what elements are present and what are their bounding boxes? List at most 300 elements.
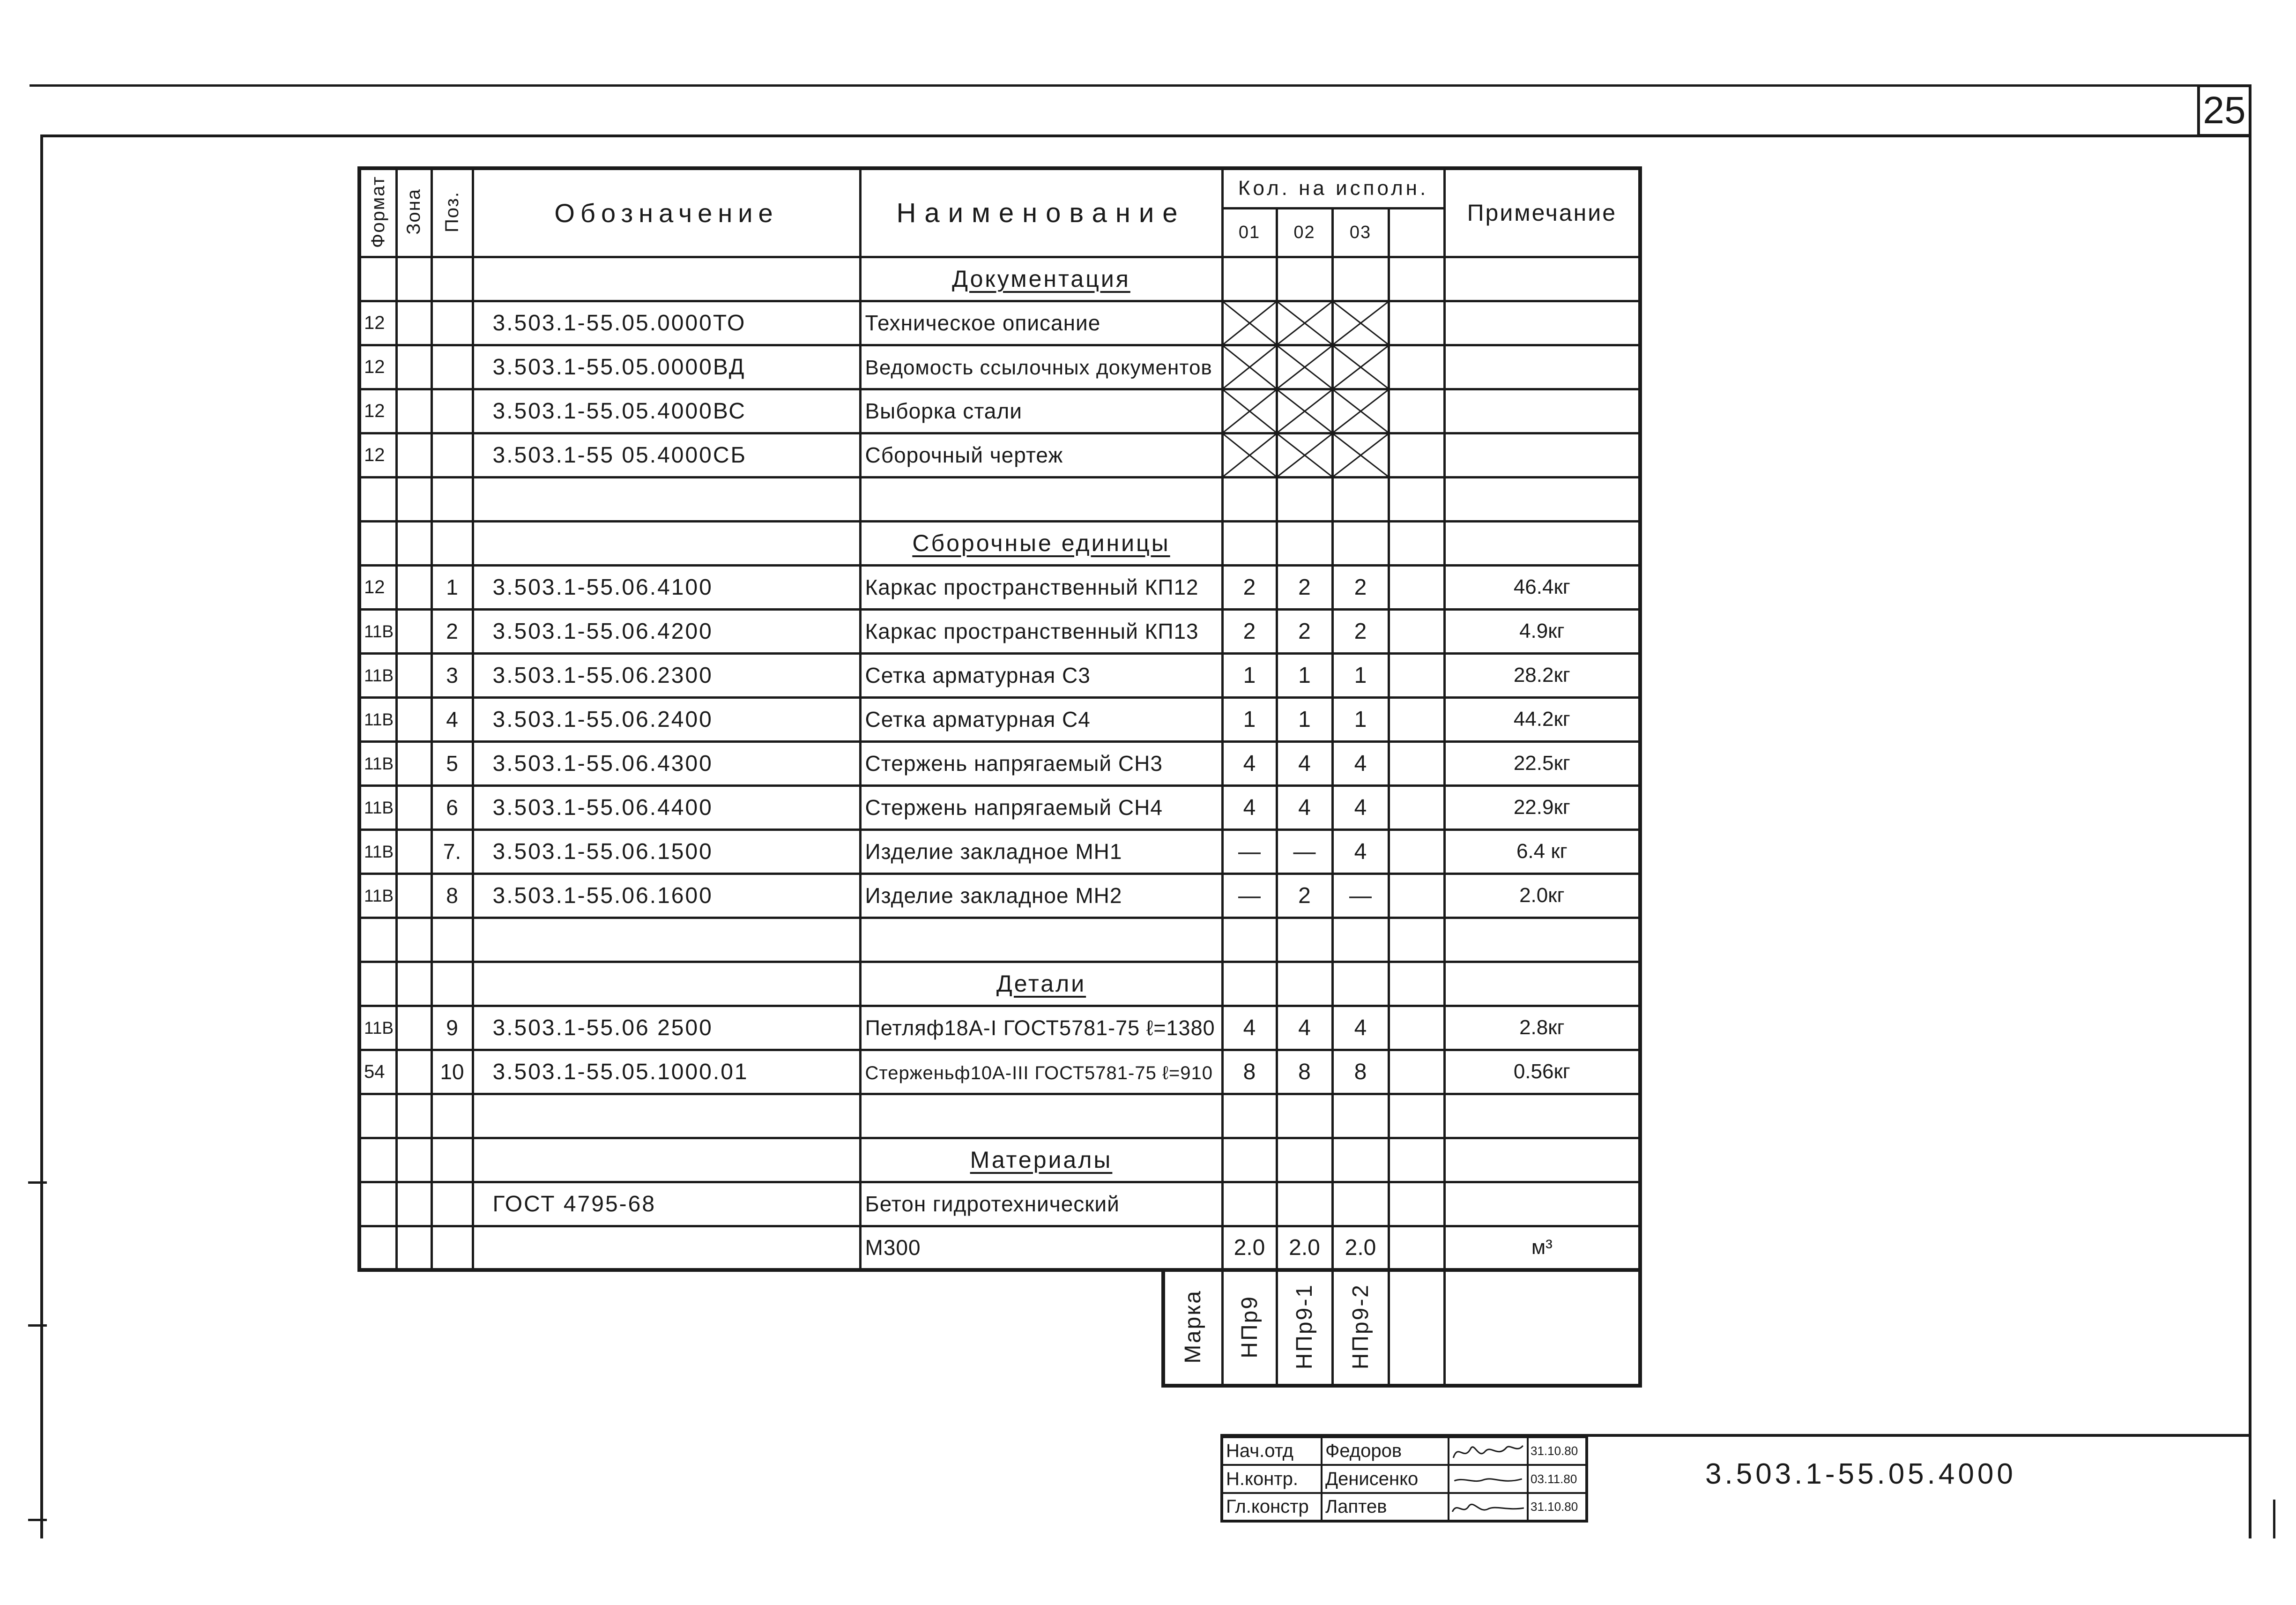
pos-cell xyxy=(431,1050,473,1094)
table-row xyxy=(359,1006,1640,1050)
header-qty-01: 01 xyxy=(1238,222,1261,242)
note-cell xyxy=(1444,785,1640,829)
signature xyxy=(1449,1439,1527,1463)
name-value: Каркас пространственный КП12 xyxy=(865,575,1199,599)
pos-cell xyxy=(431,962,473,1006)
qty-cell-extra xyxy=(1389,918,1444,962)
designation-value: 3.503.1-55.06.2300 xyxy=(492,663,713,688)
note-cell xyxy=(1444,1094,1640,1138)
note-value: 2.0кг xyxy=(1519,884,1565,907)
frame-right xyxy=(2249,134,2251,1538)
qty-cell xyxy=(1222,1006,1277,1050)
format-cell xyxy=(359,1006,396,1050)
crossed-qty-cell xyxy=(1277,301,1332,345)
margin-tick xyxy=(28,1181,47,1184)
signature xyxy=(1449,1467,1527,1491)
qty-value: 2 xyxy=(1354,619,1367,644)
designation-cell xyxy=(473,389,860,433)
section-heading-cell xyxy=(860,1138,1222,1182)
name-cell xyxy=(860,609,1222,653)
empty-row xyxy=(359,477,1640,521)
header-qty-group-cell xyxy=(1222,168,1444,208)
zone-cell xyxy=(396,257,431,301)
note-cell xyxy=(1444,697,1640,741)
designation-cell xyxy=(473,741,860,785)
header-note-cell xyxy=(1444,168,1640,257)
stamp-signature-cell xyxy=(1449,1437,1528,1465)
stamp-role-cell xyxy=(1222,1493,1322,1521)
note-cell xyxy=(1444,1006,1640,1050)
format-cell xyxy=(359,1050,396,1094)
pos-value: 3 xyxy=(446,663,458,687)
qty-cell xyxy=(1332,697,1389,741)
qty-cell xyxy=(1332,1050,1389,1094)
pos-cell xyxy=(431,1006,473,1050)
stamp-row xyxy=(1222,1493,1587,1521)
format-value: 12 xyxy=(364,356,385,377)
pos-value: 5 xyxy=(446,751,458,776)
table-row xyxy=(359,389,1640,433)
name-value: М300 xyxy=(865,1235,921,1260)
crossed-qty-cell xyxy=(1277,345,1332,389)
format-cell xyxy=(359,521,396,565)
qty-cell xyxy=(1277,829,1332,873)
qty-value: — xyxy=(1293,839,1316,864)
zone-cell xyxy=(396,741,431,785)
zone-cell xyxy=(396,1182,431,1226)
format-cell xyxy=(359,829,396,873)
designation-cell xyxy=(473,785,860,829)
zone-cell xyxy=(396,697,431,741)
note-cell xyxy=(1444,1138,1640,1182)
qty-cell xyxy=(1277,962,1332,1006)
table-row xyxy=(359,653,1640,697)
mark-cell-empty xyxy=(1389,1270,1444,1386)
note-cell xyxy=(1444,301,1640,345)
qty-value: 4 xyxy=(1243,751,1256,776)
name-cell xyxy=(860,345,1222,389)
crossed-qty-cell xyxy=(1222,389,1277,433)
designation-cell xyxy=(473,433,860,477)
qty-cell-extra xyxy=(1389,257,1444,301)
header-row xyxy=(359,168,1640,208)
section-heading: Сборочные единицы xyxy=(912,530,1170,556)
stamp-date-cell xyxy=(1528,1493,1587,1521)
stamp-signature-cell xyxy=(1449,1465,1528,1493)
designation-cell xyxy=(473,1182,860,1226)
qty-cell xyxy=(1277,565,1332,609)
stamp-date: 31.10.80 xyxy=(1531,1444,1578,1458)
pos-cell xyxy=(431,433,473,477)
qty-value: 1 xyxy=(1243,707,1256,732)
qty-cell xyxy=(1277,1182,1332,1226)
header-note: Примечание xyxy=(1467,200,1617,226)
qty-cell xyxy=(1277,477,1332,521)
crossed-qty-cell xyxy=(1222,433,1277,477)
designation-cell xyxy=(473,345,860,389)
format-value: 11В xyxy=(364,886,394,905)
crossed-qty-cell xyxy=(1222,301,1277,345)
zone-cell xyxy=(396,609,431,653)
qty-cell xyxy=(1277,873,1332,918)
header-name: Наименование xyxy=(896,197,1186,228)
pos-value: 8 xyxy=(446,883,458,908)
note-value: 0.56кг xyxy=(1513,1060,1570,1083)
qty-cell xyxy=(1332,918,1389,962)
cross-mark xyxy=(1334,346,1388,388)
zone-cell xyxy=(396,873,431,918)
cross-mark xyxy=(1334,434,1388,476)
qty-cell xyxy=(1332,741,1389,785)
qty-cell xyxy=(1332,609,1389,653)
qty-cell xyxy=(1332,829,1389,873)
header-qty-02-cell xyxy=(1277,208,1332,257)
note-cell xyxy=(1444,565,1640,609)
empty-row xyxy=(359,1094,1640,1138)
designation-value: 3.503.1-55.05.0000ТО xyxy=(492,310,746,336)
stamp-role: Нач.отд xyxy=(1226,1441,1293,1461)
designation-value: 3.503.1-55 05.4000СБ xyxy=(492,442,747,468)
note-value: 4.9кг xyxy=(1519,620,1565,642)
name-cell xyxy=(860,565,1222,609)
pos-cell xyxy=(431,609,473,653)
name-cell xyxy=(860,785,1222,829)
qty-cell-extra xyxy=(1389,741,1444,785)
qty-cell xyxy=(1277,1226,1332,1270)
qty-cell xyxy=(1332,1138,1389,1182)
zone-cell xyxy=(396,565,431,609)
empty-row xyxy=(359,918,1640,962)
qty-value: 1 xyxy=(1354,707,1367,732)
designation-cell xyxy=(473,1006,860,1050)
name-value: Стержень напрягаемый СН3 xyxy=(865,751,1163,776)
qty-value: 2 xyxy=(1243,575,1256,600)
pos-value: 7. xyxy=(443,839,461,864)
designation-value: 3.503.1-55.05.0000ВД xyxy=(492,354,746,380)
table-row xyxy=(359,873,1640,918)
qty-value: 1 xyxy=(1298,663,1311,688)
zone-cell xyxy=(396,389,431,433)
stamp-name-cell xyxy=(1322,1437,1449,1465)
designation-cell xyxy=(473,653,860,697)
pos-value: 4 xyxy=(446,707,458,732)
qty-cell-extra xyxy=(1389,433,1444,477)
crossed-qty-cell xyxy=(1222,345,1277,389)
qty-value: 2.0 xyxy=(1345,1235,1376,1260)
stamp-name-cell xyxy=(1322,1465,1449,1493)
table-row xyxy=(359,301,1640,345)
note-value: 28.2кг xyxy=(1513,664,1570,687)
qty-cell xyxy=(1277,653,1332,697)
format-cell xyxy=(359,389,396,433)
designation-value: 3.503.1-55.06.2400 xyxy=(492,707,713,732)
qty-cell xyxy=(1277,1050,1332,1094)
designation-value: 3.503.1-55.06.4400 xyxy=(492,795,713,820)
format-cell xyxy=(359,609,396,653)
qty-cell-extra xyxy=(1389,653,1444,697)
qty-value: 2 xyxy=(1298,575,1311,600)
crossed-qty-cell xyxy=(1332,301,1389,345)
zone-cell xyxy=(396,345,431,389)
qty-value: 8 xyxy=(1298,1059,1311,1084)
format-cell xyxy=(359,1138,396,1182)
name-cell xyxy=(860,697,1222,741)
pos-cell xyxy=(431,301,473,345)
signature xyxy=(1449,1495,1527,1519)
qty-cell xyxy=(1222,565,1277,609)
table-row xyxy=(359,1182,1640,1226)
zone-cell xyxy=(396,1138,431,1182)
qty-cell xyxy=(1222,829,1277,873)
qty-value: 4 xyxy=(1298,1015,1311,1040)
note-cell xyxy=(1444,389,1640,433)
name-cell xyxy=(860,477,1222,521)
stamp-date-cell xyxy=(1528,1437,1587,1465)
designation-value: 3.503.1-55.06.4100 xyxy=(492,575,713,600)
qty-cell-extra xyxy=(1389,389,1444,433)
name-cell xyxy=(860,653,1222,697)
pos-value: 2 xyxy=(446,619,458,643)
zone-cell xyxy=(396,1226,431,1270)
mark-cell xyxy=(1222,1270,1277,1386)
format-cell xyxy=(359,918,396,962)
header-pos: Поз. xyxy=(441,191,462,232)
qty-cell xyxy=(1277,741,1332,785)
note-cell xyxy=(1444,653,1640,697)
qty-cell xyxy=(1222,653,1277,697)
pos-cell xyxy=(431,829,473,873)
mark-value: НПр9-2 xyxy=(1348,1284,1373,1370)
note-cell xyxy=(1444,345,1640,389)
name-cell xyxy=(860,301,1222,345)
pos-cell xyxy=(431,697,473,741)
stamp-name-cell xyxy=(1322,1493,1449,1521)
section-heading-cell xyxy=(860,962,1222,1006)
pos-cell xyxy=(431,1094,473,1138)
cross-mark xyxy=(1224,346,1276,388)
qty-cell xyxy=(1332,565,1389,609)
crossed-qty-cell xyxy=(1332,433,1389,477)
qty-cell-extra xyxy=(1389,609,1444,653)
pos-cell xyxy=(431,521,473,565)
note-cell xyxy=(1444,829,1640,873)
margin-tick xyxy=(28,1324,47,1327)
table-row xyxy=(359,697,1640,741)
pos-value: 10 xyxy=(440,1060,464,1084)
zone-cell xyxy=(396,785,431,829)
pos-cell xyxy=(431,785,473,829)
qty-value: 2.0 xyxy=(1233,1235,1265,1260)
name-value: Изделие закладное МН2 xyxy=(865,883,1122,908)
name-cell xyxy=(860,1182,1222,1226)
top-rule xyxy=(30,84,2199,87)
designation-value: 3.503.1-55.06 2500 xyxy=(492,1015,713,1040)
qty-value: 1 xyxy=(1243,663,1256,688)
qty-cell xyxy=(1222,1182,1277,1226)
qty-cell xyxy=(1222,962,1277,1006)
designation-value: ГОСТ 4795-68 xyxy=(492,1191,656,1217)
note-cell xyxy=(1444,1050,1640,1094)
pos-cell xyxy=(431,1226,473,1270)
zone-cell xyxy=(396,1050,431,1094)
note-cell xyxy=(1444,918,1640,962)
pos-cell xyxy=(431,389,473,433)
stamp-role-cell xyxy=(1222,1465,1322,1493)
qty-cell xyxy=(1222,697,1277,741)
format-cell xyxy=(359,1226,396,1270)
qty-cell-extra xyxy=(1389,1006,1444,1050)
table-row xyxy=(359,1226,1640,1270)
pos-cell xyxy=(431,477,473,521)
designation-cell xyxy=(473,962,860,1006)
format-value: 12 xyxy=(364,400,385,421)
specification-body xyxy=(359,257,1640,1270)
name-cell xyxy=(860,1094,1222,1138)
name-cell xyxy=(860,389,1222,433)
margin-tick xyxy=(28,1519,47,1521)
qty-cell-extra xyxy=(1389,829,1444,873)
qty-cell xyxy=(1332,1182,1389,1226)
designation-value: 3.503.1-55.06.1600 xyxy=(492,883,713,908)
note-value: 6.4 кг xyxy=(1516,840,1568,863)
note-cell xyxy=(1444,433,1640,477)
table-row xyxy=(359,565,1640,609)
qty-cell xyxy=(1222,1226,1277,1270)
header-qty-03-cell xyxy=(1332,208,1389,257)
format-value: 11В xyxy=(364,621,394,641)
format-value: 11В xyxy=(364,798,394,817)
name-value: Стерженьф10А-III ГОСТ5781-75 ℓ=910 xyxy=(865,1063,1213,1083)
table-row xyxy=(359,785,1640,829)
name-value: Сетка арматурная С4 xyxy=(865,707,1091,732)
qty-cell-extra xyxy=(1389,1226,1444,1270)
note-cell xyxy=(1444,521,1640,565)
qty-cell xyxy=(1222,521,1277,565)
qty-value: 4 xyxy=(1354,751,1367,776)
qty-cell xyxy=(1222,257,1277,301)
note-cell xyxy=(1444,962,1640,1006)
format-value: 11В xyxy=(364,754,394,773)
designation-cell xyxy=(473,1050,860,1094)
section-heading: Документация xyxy=(952,266,1130,292)
designation-cell xyxy=(473,1094,860,1138)
qty-cell xyxy=(1277,785,1332,829)
qty-cell xyxy=(1277,1006,1332,1050)
qty-cell-extra xyxy=(1389,565,1444,609)
zone-cell xyxy=(396,433,431,477)
format-value: 11В xyxy=(364,665,394,685)
note-cell xyxy=(1444,609,1640,653)
qty-cell xyxy=(1332,873,1389,918)
qty-cell xyxy=(1222,609,1277,653)
section-row xyxy=(359,257,1640,301)
qty-cell-extra xyxy=(1389,697,1444,741)
cross-mark xyxy=(1224,390,1276,432)
designation-cell xyxy=(473,521,860,565)
qty-cell xyxy=(1332,477,1389,521)
qty-value: — xyxy=(1238,883,1261,908)
qty-value: 4 xyxy=(1354,1015,1367,1040)
designation-value: 3.503.1-55.06.4300 xyxy=(492,751,713,776)
header-zone-cell xyxy=(396,168,431,257)
designation-cell xyxy=(473,609,860,653)
name-value: Изделие закладное МН1 xyxy=(865,839,1122,864)
qty-value: 2 xyxy=(1243,619,1256,644)
qty-cell xyxy=(1277,1094,1332,1138)
stamp-name: Денисенко xyxy=(1325,1468,1419,1489)
note-value: м³ xyxy=(1531,1236,1553,1259)
note-value: 22.9кг xyxy=(1513,796,1570,819)
mark-value: НПр9-1 xyxy=(1292,1284,1317,1370)
qty-cell-extra xyxy=(1389,1050,1444,1094)
specification-table xyxy=(357,166,1642,1272)
pos-cell xyxy=(431,653,473,697)
cross-mark xyxy=(1278,346,1331,388)
designation-cell xyxy=(473,918,860,962)
name-cell xyxy=(860,829,1222,873)
qty-cell xyxy=(1332,1094,1389,1138)
format-cell xyxy=(359,565,396,609)
name-value: Стержень напрягаемый СН4 xyxy=(865,795,1163,820)
qty-cell xyxy=(1332,257,1389,301)
header-designation-cell xyxy=(473,168,860,257)
mark-cell xyxy=(1277,1270,1332,1386)
frame-top xyxy=(40,134,2251,137)
header-format: Формат xyxy=(367,175,388,248)
marks-label: Марка xyxy=(1181,1290,1206,1364)
zone-cell xyxy=(396,477,431,521)
edge-mark xyxy=(2273,1500,2275,1538)
section-heading: Материалы xyxy=(970,1147,1113,1173)
zone-cell xyxy=(396,1094,431,1138)
marks-row xyxy=(1163,1270,1640,1386)
qty-cell xyxy=(1277,609,1332,653)
name-cell xyxy=(860,741,1222,785)
qty-cell-extra xyxy=(1389,521,1444,565)
format-cell xyxy=(359,741,396,785)
stamp-date: 31.10.80 xyxy=(1531,1500,1578,1514)
qty-cell xyxy=(1332,653,1389,697)
format-cell xyxy=(359,962,396,1006)
format-value: 12 xyxy=(364,576,385,597)
pos-cell xyxy=(431,565,473,609)
section-row xyxy=(359,1138,1640,1182)
document-code: 3.503.1-55.05.4000 xyxy=(1705,1458,2016,1490)
format-value: 12 xyxy=(364,444,385,465)
page-number: 25 xyxy=(2197,84,2251,137)
qty-value: 4 xyxy=(1298,751,1311,776)
frame-left xyxy=(40,134,43,1538)
qty-value: 1 xyxy=(1354,663,1367,688)
name-value: Техническое описание xyxy=(865,311,1101,335)
designation-cell xyxy=(473,829,860,873)
note-cell xyxy=(1444,257,1640,301)
name-cell xyxy=(860,1226,1222,1270)
header-pos-cell xyxy=(431,168,473,257)
mark-value: НПр9 xyxy=(1237,1295,1262,1359)
stamp-role: Гл.констр xyxy=(1226,1496,1309,1517)
section-heading-cell xyxy=(860,521,1222,565)
qty-cell xyxy=(1222,1094,1277,1138)
zone-cell xyxy=(396,521,431,565)
format-cell xyxy=(359,1094,396,1138)
qty-cell xyxy=(1332,521,1389,565)
qty-cell xyxy=(1277,257,1332,301)
name-cell xyxy=(860,918,1222,962)
section-row xyxy=(359,962,1640,1006)
format-cell xyxy=(359,785,396,829)
cross-mark xyxy=(1334,302,1388,344)
